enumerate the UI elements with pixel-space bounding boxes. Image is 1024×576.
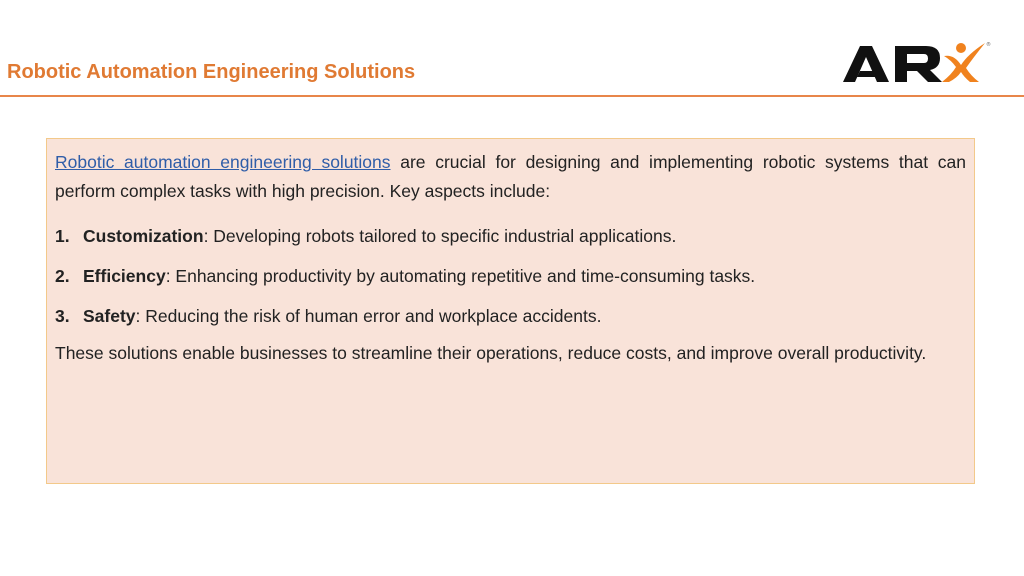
arx-logo (840, 38, 990, 88)
closing-paragraph: These solutions enable businesses to streamline their operations, reduce costs, and improve overall productivity. (55, 343, 927, 363)
list-item-term: Efficiency (83, 266, 166, 286)
intro-link[interactable]: Robotic automation engineering solutions (55, 152, 391, 172)
key-aspects-list (55, 222, 966, 331)
list-item (55, 222, 966, 251)
list-item (55, 262, 966, 291)
slide-title: Robotic Automation Engineering Solutions (7, 61, 416, 83)
list-item (55, 302, 966, 331)
title-divider (0, 95, 1024, 97)
list-item-description: : Reducing the risk of human error and workplace accidents. (135, 306, 602, 326)
intro-paragraph (55, 148, 966, 206)
list-item-number: 3. (55, 306, 70, 326)
list-item-term: Safety (83, 306, 136, 326)
svg-text:®: ® (986, 42, 991, 48)
content-box (46, 138, 975, 484)
list-item-number: 1. (55, 226, 70, 246)
list-item-term: Customization (83, 226, 204, 246)
list-item-number: 2. (55, 266, 70, 286)
list-item-description: : Developing robots tailored to specific industrial applications. (203, 226, 677, 246)
list-item-description: : Enhancing productivity by automating repetitive and time-consuming tasks. (165, 266, 756, 286)
intro-text: are crucial for designing and implementing robotic systems that can perform complex tasks with high precision. Key aspects include: (55, 152, 966, 201)
